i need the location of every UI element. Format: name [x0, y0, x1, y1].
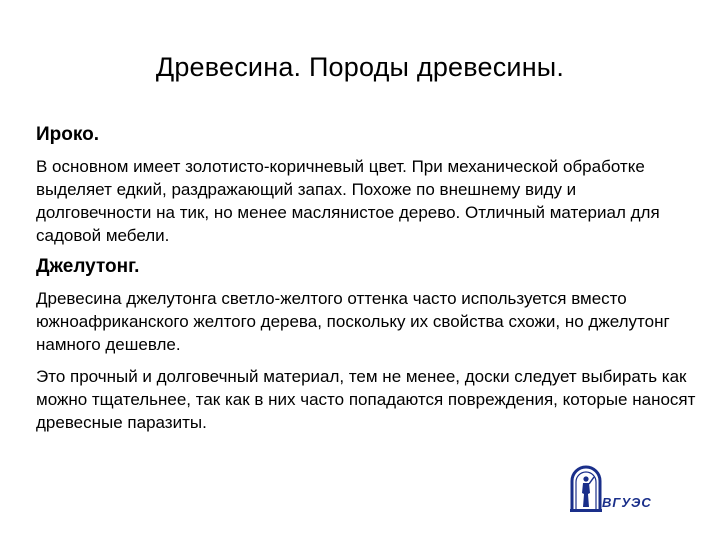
section-jelutong	[36, 256, 696, 434]
section-heading: Джелутонг.	[36, 256, 140, 277]
slide-title: Древесина. Породы древесины.	[155, 52, 565, 82]
university-logo	[568, 463, 684, 513]
logo-text: ВГУЭС	[602, 495, 652, 510]
section-heading: Ироко.	[36, 124, 100, 145]
section-iroko	[36, 124, 696, 247]
slide-content	[36, 124, 696, 443]
arch-emblem-icon	[568, 463, 604, 513]
section-paragraph: Древесина джелутонга светло-желтого оттенка часто используется вместо южноафриканского желтого дерева, поскольку их свойства схожи, но джелутонг намного дешевле.	[36, 289, 670, 354]
section-paragraph: Это прочный и долговечный материал, тем не менее, доски следует выбирать как можно тщательнее, так как в них часто попадаются повреждения, которые наносят древесные паразиты.	[36, 367, 696, 432]
section-paragraph: В основном имеет золотисто-коричневый цвет. При механической обработке выделяет едкий, раздражающий запах. Похоже по внешнему виду и долговечности на тик, но менее маслянистое дерево. Отличный материал для садовой мебели.	[36, 157, 660, 245]
